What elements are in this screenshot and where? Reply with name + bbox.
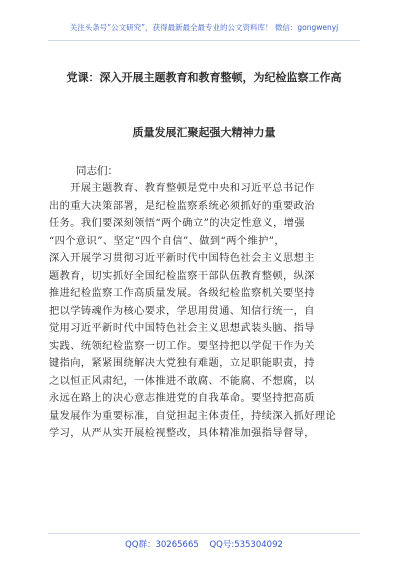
footer-contact xyxy=(0,538,408,550)
body-line: 任务。我们要深刻领悟“两个确立”的决定性意义，增强 xyxy=(49,218,305,229)
document-title-line-2: 质量发展汇聚起强大精神力量 xyxy=(132,126,276,139)
header-promo-note: 关注头条号“公文研究”，获得最新最全最专业的公文资料库！ 微信：gongwenyj xyxy=(69,23,339,32)
body-line: 深入开展学习贯彻习近平新时代中国特色社会主义思想主 xyxy=(49,253,315,264)
body-line: 永远在路上的决心意志推进党的自我革命。要坚持把高质 xyxy=(49,393,315,404)
footer-qq-number: QQ号:535304092 xyxy=(209,540,283,550)
footer-divider xyxy=(48,533,360,534)
body-line: 把以学铸魂作为核心要求，学思用贯通、知信行统一，自 xyxy=(49,305,315,317)
header-divider xyxy=(48,40,360,41)
body-line: 实践、统领纪检监察一切工作。要坚持把以学促干作为关 xyxy=(49,340,315,352)
body-text xyxy=(49,180,367,443)
salutation: 同志们： xyxy=(76,165,118,177)
body-line: 学习，从严从实开展检视整改，具体精准加强指导督导， xyxy=(49,428,315,439)
body-line: 觉用习近平新时代中国特色社会主义思想武装头脑、指导 xyxy=(49,323,315,334)
body-line: 开展主题教育、教育整顿是党中央和习近平总书记作 xyxy=(49,183,315,194)
body-line: 量发展作为重要标准，自觉担起主体责任，持续深入抓好理论 xyxy=(49,410,337,422)
document-title-line-1: 党课：深入开展主题教育和教育整顿，为纪检监察工作高 xyxy=(66,71,342,84)
body-line: 出的重大决策部署，是纪检监察系统必须抓好的重要政治 xyxy=(49,200,315,212)
body-line: 键指向，紧紧围绕解决大党独有难题，立足职能职责，持 xyxy=(49,358,315,369)
body-line: 题教育，切实抓好全国纪检监察干部队伍教育整顿，纵深 xyxy=(49,270,315,282)
footer-qq-group: QQ群：30265665 xyxy=(125,540,199,550)
body-line: 推进纪检监察工作高质量发展。各级纪检监察机关要坚持 xyxy=(49,288,315,299)
body-line: 之以恒正风肃纪，一体推进不敢腐、不能腐、不想腐，以 xyxy=(49,375,315,387)
body-line: “四个意识”、坚定“四个自信”、做到“两个维护”， xyxy=(49,235,286,247)
